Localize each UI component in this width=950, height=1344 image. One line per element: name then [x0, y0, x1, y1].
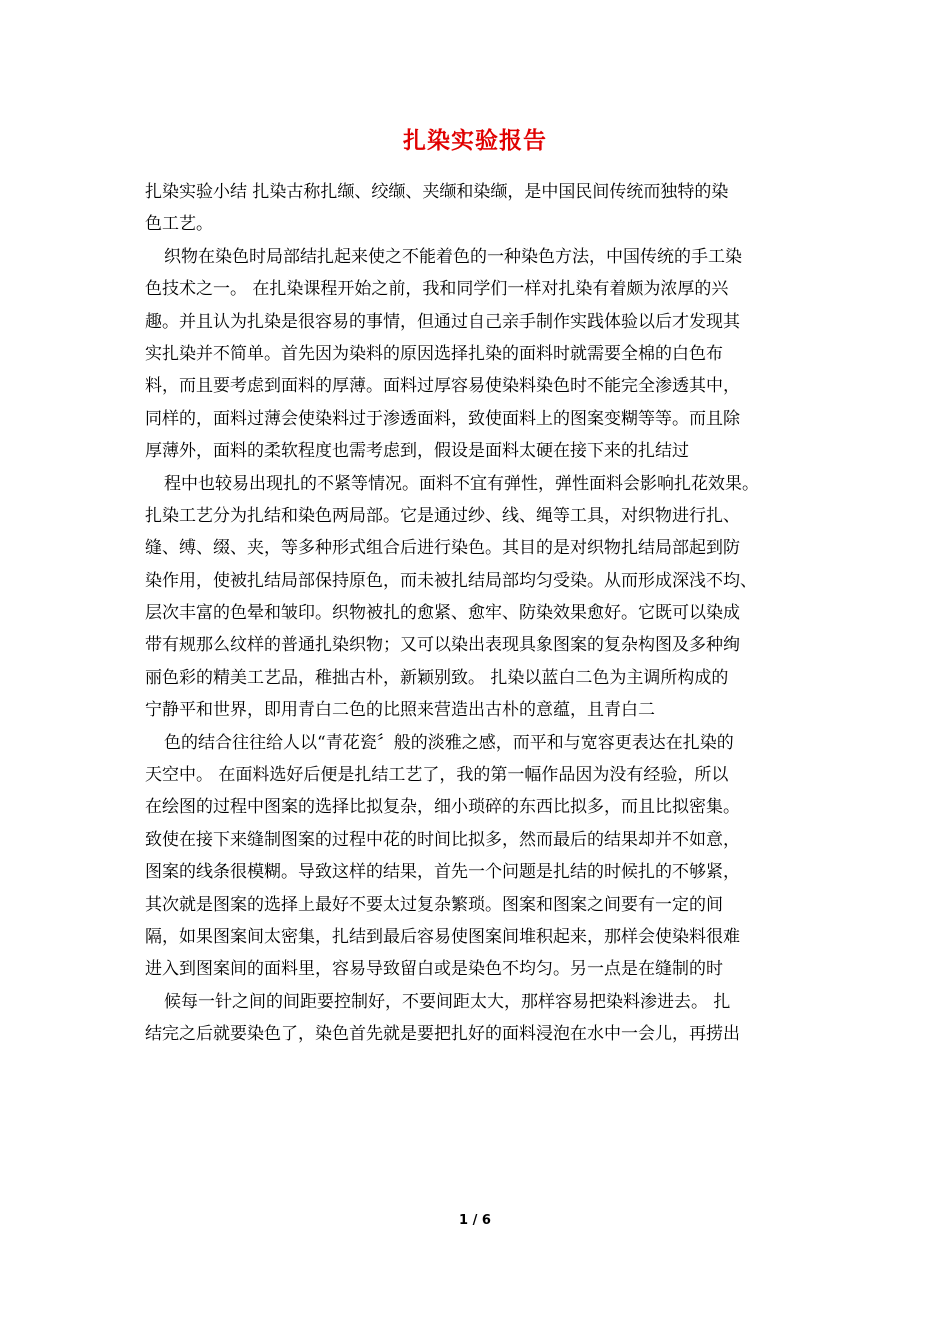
text-line: 缝、缚、缀、夹，等多种形式组合后进行染色。其目的是对织物扎结局部起到防 [145, 538, 740, 559]
text-line: 厚薄外，面料的柔软程度也需考虑到，假设是面料太硬在接下来的扎结过 [145, 441, 689, 462]
text-line: 其次就是图案的选择上最好不要太过复杂繁琐。图案和图案之间要有一定的间 [145, 894, 723, 915]
text-line: 丽色彩的精美工艺品，稚拙古朴，新颖别致。 扎染以蓝白二色为主调所构成的 [145, 667, 729, 688]
text-line: 色工艺。 [145, 214, 213, 235]
text-line: 候每一针之间的间距要控制好，不要间距太大，那样容易把染料渗进去。 扎 [164, 991, 731, 1012]
text-line: 料，而且要考虑到面料的厚薄。面料过厚容易使染料染色时不能完全渗透其中， [145, 376, 740, 397]
text-line: 进入到图案间的面料里，容易导致留白或是染色不均匀。另一点是在缝制的时 [145, 959, 723, 980]
page-number: 1 / 6 [459, 1213, 491, 1228]
text-line: 致使在接下来缝制图案的过程中花的时间比拟多，然而最后的结果却并不如意， [145, 829, 740, 850]
text-line: 实扎染并不简单。首先因为染料的原因选择扎染的面料时就需要全棉的白色布 [145, 343, 723, 364]
text-line: 程中也较易出现扎的不紧等情况。面料不宜有弹性，弹性面料会影响扎花效果。 [164, 473, 759, 494]
text-line: 在绘图的过程中图案的选择比拟复杂，细小琐碎的东西比拟多，而且比拟密集。 [145, 797, 740, 818]
text-line: 色的结合往往给人以“青花瓷〞般的淡雅之感，而平和与宽容更表达在扎染的 [164, 732, 734, 753]
text-line: 趣。并且认为扎染是很容易的事情，但通过自己亲手制作实践体验以后才发现其 [145, 311, 740, 332]
document-title: 扎染实验报告 [403, 127, 547, 154]
text-line: 同样的，面料过薄会使染料过于渗透面料，致使面料上的图案变糊等等。而且除 [145, 408, 740, 429]
text-line: 宁静平和世界，即用青白二色的比照来营造出古朴的意蕴，且青白二 [145, 700, 655, 721]
text-line: 图案的线条很模糊。导致这样的结果，首先一个问题是扎结的时候扎的不够紧， [145, 862, 740, 883]
text-line: 织物在染色时局部结扎起来使之不能着色的一种染色方法，中国传统的手工染 [164, 246, 742, 267]
text-line: 带有规那么纹样的普通扎染织物；又可以染出表现具象图案的复杂构图及多种绚 [145, 635, 740, 656]
text-line: 扎染实验小结 扎染古称扎缬、绞缬、夹缬和染缬，是中国民间传统而独特的染 [145, 182, 729, 202]
text-line: 结完之后就要染色了，染色首先就是要把扎好的面料浸泡在水中一会儿，再捞出 [145, 1024, 740, 1045]
text-line: 色技术之一。 在扎染课程开始之前，我和同学们一样对扎染有着颇为浓厚的兴 [145, 279, 729, 300]
text-line: 染作用，使被扎结局部保持原色，而未被扎结局部均匀受染。从而形成深浅不均、 [145, 570, 757, 591]
text-line: 隔，如果图案间太密集，扎结到最后容易使图案间堆积起来，那样会使染料很难 [145, 926, 740, 947]
text-line: 层次丰富的色晕和皱印。织物被扎的愈紧、愈牢、防染效果愈好。它既可以染成 [145, 603, 740, 624]
text-line: 天空中。 在面料选好后便是扎结工艺了，我的第一幅作品因为没有经验，所以 [145, 765, 729, 786]
text-line: 扎染工艺分为扎结和染色两局部。它是通过纱、线、绳等工具，对织物进行扎、 [145, 505, 740, 526]
document-body [145, 176, 815, 1051]
